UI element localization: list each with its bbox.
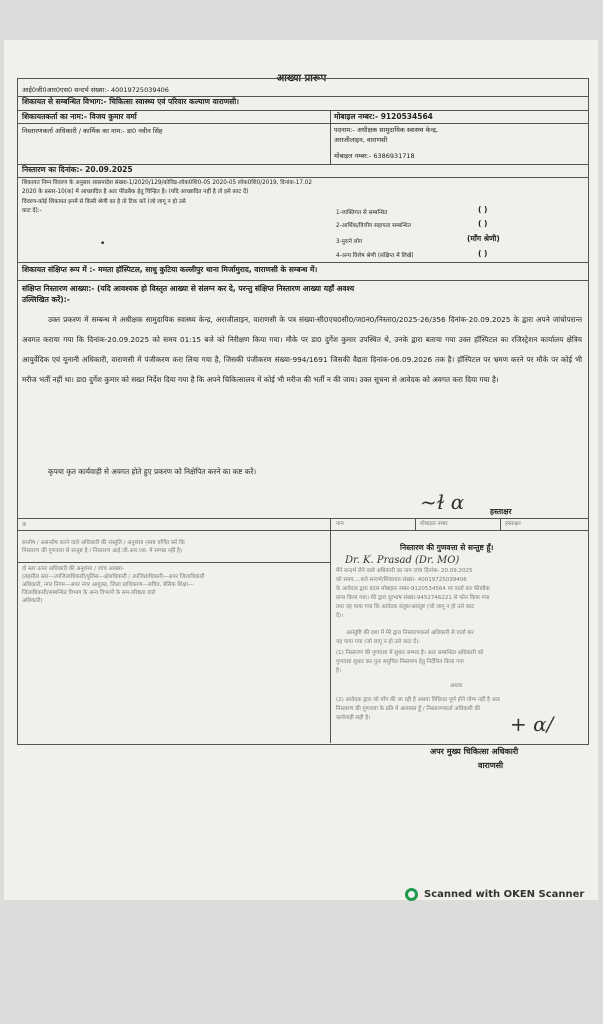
left-body-line: अधिकारी) (22, 598, 43, 604)
officer-post: पदनाम:- अधीक्षक सामुदायिक स्वास्थ्य केन्द्र, (334, 126, 438, 134)
category-selected: (माँग श्रेणी) (467, 234, 500, 243)
category-option-4: 4-अन्य विशेष श्रेणी (संक्षिप्त में लिखें) (336, 253, 414, 259)
divider (17, 262, 588, 263)
divider (17, 123, 588, 124)
department-line: शिकायत से सम्बन्धित विभाग:- चिकित्सा स्वास्थ्य एवं परिवार कल्याण वाराणसी। (22, 97, 239, 106)
right-body-line: तथा यह पाया गया कि आवेदक संतुष्ट/असंतुष्ट (जो लागू न हो उसे काट (336, 604, 475, 610)
scanner-logo-icon (405, 888, 418, 901)
name-header: नाम (336, 521, 344, 527)
right-body-line: यह पाया गया (जो लागू न हो उसे काट दें)- (336, 639, 421, 645)
handwritten-note: Dr. K. Prasad (Dr. MO) (345, 555, 460, 566)
scanner-watermark (405, 888, 584, 901)
left-body-line: (तहसील स्तर—उपजिलाधिकारी/पुलिस—क्षेत्राधिकारी / उपजिलाधिकारी—अपर जिलाधिकारी (22, 574, 205, 580)
officer-name: निस्तारणकर्ता अधिकारी / कार्मिक का नाम:- डा0 नवीन सिंह (22, 127, 163, 135)
disposal-date: निस्तारण का दिनांक:- 20.09.2025 (22, 165, 133, 174)
officer-signature-mark: + ɑ/ (510, 712, 554, 736)
right-body-line: निस्तारण की गुणवत्ता के प्रति में आश्वस्त हूँ / निस्तारणकर्ता अधिकारी की (336, 706, 481, 712)
left-head-line: निस्तारण की गुणवत्ता से सन्तुष्ट है / निस्तारण आई.जी.आर.एस. में सम्पन्न नहीं है) (22, 548, 182, 554)
category-option-2: 2-आर्थिक/वित्तीय सहायता सम्बन्धित (336, 223, 411, 229)
left-body-line: अधिकारी, नगर निगम—अपर नगर आयुक्त, जिला प्राधिकरण—सचिव, बेसिक शिक्षा— (22, 582, 194, 588)
instruction-line: विवरण-कोई शिकायत इनमें से किसी श्रेणी का है तो टिक करें (जो लागू न हो उसे (22, 199, 186, 205)
form-title: आख्या प्रारूप (276, 73, 327, 84)
checkbox-4: ( ) (478, 249, 488, 258)
divider (17, 530, 588, 531)
instruction-line: काट दें):- (22, 208, 42, 214)
instruction-line: 2020 के प्रस्तर-10(क) में आच्छादित है अतः फीडबैक हेतु चिन्हित है। (यदि आच्छादित नहीं है तो इसे काट दें) (22, 189, 249, 195)
k-label: क (22, 522, 27, 528)
checkbox-2: ( ) (478, 219, 488, 228)
divider (17, 562, 330, 563)
report-heading: संक्षिप्त निस्तारण आख्या:- (यदि आवश्यक हो विस्तृत आख्या से संलग्न कर दे, परन्तु संक्षिप्त निस्तारण आख्या यहाँ अवश्य (22, 284, 355, 293)
right-body-line: (2) आवेदक द्वारा जो माँग की जा रही है अथवा विधिवत पूर्ण होने योग्य नहीं है अतः (336, 697, 501, 703)
report-heading-cont: उल्लिखित करें):- (22, 295, 70, 304)
complainant-mobile: मोबाइल नम्बर:- 9120534564 (334, 112, 433, 121)
right-body-line: दें)। (336, 613, 344, 619)
reference-number: आई0जी0आर0एस0 सन्दर्भ संख्या:- 40019725039406 (22, 86, 169, 94)
right-body-line: (1) निस्तारण की गुणवत्ता में सुधार सम्भव है। अतः सम्बन्धित अधिकारी को (336, 650, 484, 656)
sign-header: हस्ताक्षर (505, 521, 521, 527)
category-option-3: 3-पुराने लोग (336, 239, 363, 245)
left-head-line: सन्तोष / असन्तोष करने वाले अधिकारी की संस्तुति / अनुशंसा (स्पष्ट वर्णित करें कि (22, 540, 185, 546)
cmo-designation: अपर मुख्य चिकित्सा अधिकारी (430, 747, 519, 756)
right-body-line: गुणवत्ता सुधार कर पुनः समुचित निस्तारण हेतु निर्देशित किया गया (336, 659, 464, 665)
right-body-line: असंतुष्टि की दशा में मेरे द्वारा निस्तारणकर्ता अधिकारी से वार्ता कर (346, 630, 474, 636)
right-body-line: के आवेदक द्वारा प्रदत्त मोबाइल नम्बर-9120534564 पर वार्ता कर फीडबैक (336, 586, 490, 592)
signature-mark: ~ɫ ɑ (420, 490, 465, 514)
mobile-header: मोबाइल नम्बर (420, 521, 448, 527)
mark-dot: • (100, 239, 106, 249)
or-separator: अथवा (450, 683, 463, 689)
divider (330, 518, 331, 743)
complainant-name: शिकायतकर्ता का नाम:- विजय कुमार वर्मा (22, 112, 137, 121)
divider (500, 518, 501, 530)
divider (17, 518, 588, 519)
cmo-city: वाराणसी (478, 761, 504, 770)
right-body-line: मैंने सन्दर्भ लेने वाले अधिकारी का नाम जांच दिनांक- 20.09.2025 (336, 568, 473, 574)
signature-label: हस्ताक्षर (490, 507, 512, 516)
report-body: उक्त प्रकरण में सम्बन्ध मे अधीक्षक सामुदायिक स्वास्थ्य केन्द्र, अराजीलाइन, वाराणसी के पत्र संख्या-सी0एच0सी0/ज0न0/निस्ता0/2025-26/356 दिनांक-20.09.2025 के द्वारा अपने जांचोपरान्त अवगत कराया गया कि दिनांक-20.09.2025 को समय 01:15 बजे को निरीक्षण किया गया। मौके पर डा0 दुर्गेश कुमार उपस्थित थे, उनके द्वारा बताया गया उक्त हॉस्पिटल का रजिस्ट्रेशन कार्यालय क्षेत्रिय आयुर्वेदिक एवं यूनानी अधिकारी, वाराणसी में पंजीकरण करा लिया गया है, जिसकी पंजीकरण संख्या-994/1691 जिसकी वैद्यता दिनांक-06.09.2026 तक है। हॉस्पिटल पर भ्रमण करने पर मौके पर कोई भी मरीज भर्ती नहीं था। डा0 दुर्गेश कुमार को सख्त निर्देश दिया गया है कि अपने चिकित्सालय में कोई भी मरीज की भर्ती न की जाय। उक्त सूचना से आवेदक को अवगत करा दिया गया है। (22, 315, 582, 384)
satisfaction-statement: निस्तारण की गुणवत्ता से सन्तुष्ट हूँ। (400, 543, 494, 552)
divider (17, 280, 588, 281)
divider (17, 110, 588, 111)
divider (330, 110, 331, 164)
right-body-line: को समय....बजे सन्दर्भ/शिकायत संख्या- 40019725039406 (336, 577, 467, 583)
divider (17, 177, 588, 178)
report-closing: कृपया कृत कार्यवाही से अवगत होते हुए प्रकरण को निक्षेपित करने का कष्ट करें। (48, 467, 257, 476)
right-body-line: है। (336, 668, 342, 674)
officer-mobile: मोबाइल नम्बर:- 6386931718 (334, 152, 415, 160)
instruction-line: शिकायत निम्न विवरण के अनुसार शासनादेश संख्या-1/2020/129/कोविड-लोक0शि0-05 2020-05 लोक0शि0/2019, दिनांक-17.02 (22, 180, 313, 186)
complaint-summary: शिकायत संक्षिप्त रूप में :- ममता हॉस्पिटल, साधु कुटिया कल्लीपुर थाना मिर्जामुराद, वाराणसी के सम्बन्ध में। (22, 265, 318, 274)
category-option-1: 1-व्यक्तिगत से सम्बन्धित (336, 210, 388, 216)
scanner-text: Scanned with OKEN Scanner (424, 889, 585, 900)
left-body-line: जिलाधिकारी/सम्बन्धित विभाग के अन्य विभागों के सम-वरिष्ठता वाले (22, 590, 156, 596)
divider (415, 518, 416, 530)
right-body-line: कार्यवाही सही है। (336, 715, 371, 721)
right-body-line: प्राप्त किया गया। मेरे द्वारा दूरभाष संख्या-9452746221 से फोन किया गया (336, 595, 490, 601)
officer-place: अराजीलाइन, वाराणसी (334, 136, 388, 144)
checkbox-1: ( ) (478, 205, 488, 214)
left-body-line: दो स्तर ऊपर अधिकारी की अनुशंसा / जांच आख्या- (22, 566, 124, 572)
